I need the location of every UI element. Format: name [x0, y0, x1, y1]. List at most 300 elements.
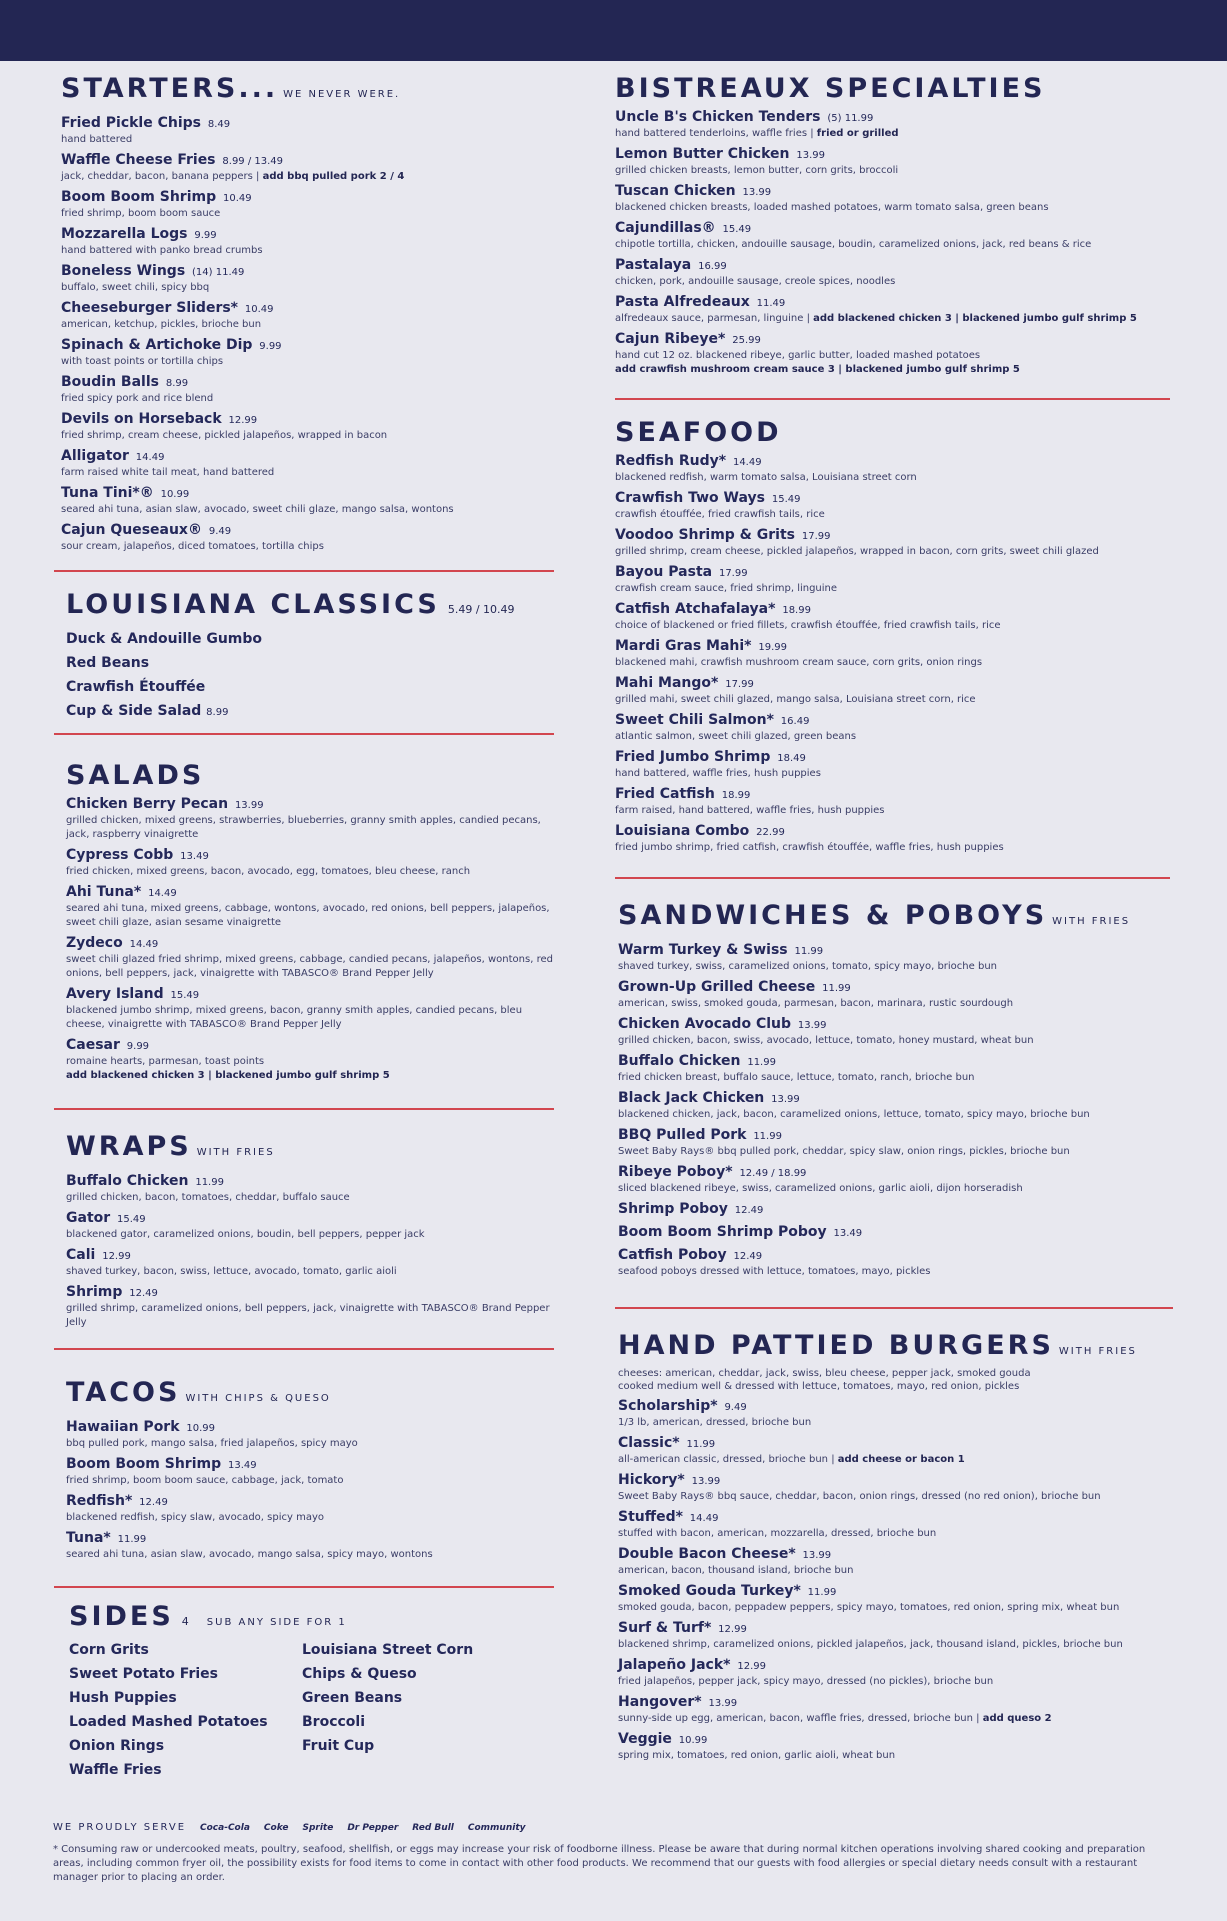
section-heading: HAND PATTIED BURGERS — [618, 1330, 1054, 1361]
menu-item — [618, 1546, 1175, 1578]
item-price: 11.99 — [807, 1587, 837, 1598]
item-desc-text: hand cut 12 oz. blackened ribeye, garlic butter, loaded mashed potatoes — [615, 350, 981, 361]
menu-item — [66, 1419, 561, 1451]
item-price: 10.99 — [186, 1423, 216, 1434]
item-desc-text: choice of blackened or fried fillets, crawfish étouffée, fried crawfish tails, rice — [615, 620, 1001, 631]
item-price: 13.49 — [227, 1460, 257, 1471]
item-description — [66, 902, 561, 930]
item-name-line — [66, 1493, 561, 1511]
menu-item — [615, 257, 1175, 289]
item-price: 13.99 — [802, 1550, 832, 1561]
tacos-list — [66, 1419, 561, 1562]
item-price: 18.99 — [721, 790, 751, 801]
item-name-line — [61, 522, 561, 540]
item-desc-text: smoked gouda, bacon, peppadew peppers, spicy mayo, tomatoes, red onion, spring mix, wheat bun — [618, 1602, 1120, 1613]
item-price: 14.49 — [732, 457, 762, 468]
item-description — [618, 1071, 1175, 1085]
menu-item — [618, 1472, 1175, 1504]
item-price: 15.49 — [117, 1214, 146, 1225]
item-add-on: add cheese or bacon 1 — [837, 1454, 965, 1465]
item-name-line — [615, 146, 1175, 164]
item-price: 14.49 — [689, 1513, 719, 1524]
louisiana-title — [66, 590, 561, 625]
item-desc-text: 1/3 lb, american, dressed, brioche bun — [618, 1417, 812, 1428]
item-name-line — [618, 979, 1175, 997]
item-description — [615, 545, 1175, 559]
burgers-cheeses: cheeses: american, cheddar, jack, swiss, bleu cheese, pepper jack, smoked gouda — [618, 1368, 1031, 1379]
item-description — [61, 133, 561, 147]
item-name: Grown-Up Grilled Cheese — [618, 979, 816, 995]
item-name-line — [618, 1090, 1175, 1108]
side-item: Waffle Fries — [69, 1762, 162, 1778]
item-name: Ahi Tuna* — [66, 884, 142, 900]
item-description — [66, 1055, 561, 1069]
item-name: Alligator — [61, 448, 129, 464]
item-description — [618, 1265, 1175, 1279]
item-name-line — [615, 749, 1175, 767]
menu-item — [615, 675, 1175, 707]
item-price: 11.99 — [195, 1177, 224, 1188]
sides-column-1 — [69, 1638, 302, 1782]
item-name: Cajun Ribeye* — [615, 331, 726, 347]
item-name-line — [618, 1435, 1175, 1453]
item-name: Devils on Horseback — [61, 411, 222, 427]
item-desc-text: Sweet Baby Rays® bbq sauce, cheddar, bacon, onion rings, dressed (no red onion), brioche bun — [618, 1491, 1101, 1502]
menu-item — [66, 1210, 561, 1242]
item-price: (14) 11.49 — [192, 267, 245, 278]
item-name-line — [61, 374, 561, 392]
item-name-line — [66, 1419, 561, 1437]
section-heading: SIDES — [69, 1601, 174, 1632]
menu-item — [615, 564, 1175, 596]
section-heading: SEAFOOD — [615, 417, 782, 448]
item-name: Cajun Queseaux® — [61, 522, 202, 538]
bistreaux-list — [615, 109, 1175, 363]
item-name: Jalapeño Jack* — [618, 1657, 731, 1673]
menu-item — [618, 1435, 1175, 1467]
item-description — [61, 170, 561, 184]
menu-item — [615, 109, 1175, 141]
menu-item — [615, 638, 1175, 670]
item-description — [618, 1675, 1175, 1689]
section-divider — [615, 877, 1170, 879]
item-name-line — [618, 1620, 1175, 1638]
item-price: 10.49 — [244, 304, 274, 315]
item-desc-text: stuffed with bacon, american, mozzarella, dressed, brioche bun — [618, 1528, 937, 1539]
item-desc-text: blackened redfish, spicy slaw, avocado, spicy mayo — [66, 1512, 324, 1523]
menu-item — [66, 847, 561, 879]
item-description — [618, 1453, 1175, 1467]
menu-item — [615, 220, 1175, 252]
wraps-title — [66, 1132, 561, 1168]
item-price: 12.99 — [102, 1251, 131, 1262]
item-description — [61, 318, 561, 332]
menu-item — [61, 263, 561, 295]
menu-item — [66, 1530, 561, 1562]
item-price: 13.99 — [691, 1476, 721, 1487]
item-description — [66, 1511, 561, 1525]
menu-item — [615, 527, 1175, 559]
item-price: 12.99 — [228, 415, 258, 426]
item-name: Gator — [66, 1210, 111, 1226]
item-name-line — [618, 1583, 1175, 1601]
section-heading: TACOS — [66, 1377, 181, 1408]
item-name-line — [618, 1053, 1175, 1071]
item-desc-text: sliced blackened ribeye, swiss, caramelized onions, garlic aioli, dijon horseradish — [618, 1183, 1023, 1194]
section-divider — [54, 733, 554, 735]
section-subtitle: WE NEVER WERE. — [283, 89, 401, 100]
section-heading: WRAPS — [66, 1131, 192, 1162]
section-divider — [615, 1307, 1173, 1309]
item-description — [61, 503, 561, 517]
menu-item — [618, 1731, 1175, 1763]
item-desc-text: romaine hearts, parmesan, toast points — [66, 1056, 265, 1067]
item-description — [615, 508, 1175, 522]
item-name-line — [61, 448, 561, 466]
menu-item — [618, 1657, 1175, 1689]
item-name: Uncle B's Chicken Tenders — [615, 109, 821, 125]
item-name-line — [66, 986, 561, 1004]
item-desc-text: blackened redfish, warm tomato salsa, Louisiana street corn — [615, 472, 917, 483]
menu-item — [615, 712, 1175, 744]
salads-title — [66, 761, 561, 791]
item-desc-text: buffalo, sweet chili, spicy bbq — [61, 282, 210, 293]
item-description — [66, 1004, 561, 1032]
item-description — [615, 238, 1175, 252]
item-desc-text: bbq pulled pork, mango salsa, fried jalapeños, spicy mayo — [66, 1438, 358, 1449]
item-desc-text: seared ahi tuna, mixed greens, cabbage, wontons, avocado, red onions, bell peppers, jalapeños, sweet chili glaze, asian sesame vinaigrette — [66, 903, 550, 928]
side-item: Green Beans — [302, 1690, 403, 1706]
item-name-line — [66, 935, 561, 953]
item-desc-text: fried shrimp, cream cheese, pickled jalapeños, wrapped in bacon — [61, 430, 388, 441]
item-description — [66, 814, 561, 842]
item-name-line — [61, 115, 561, 133]
item-price: 16.49 — [780, 716, 810, 727]
side-item: Hush Puppies — [69, 1690, 177, 1706]
section-divider — [54, 1586, 554, 1588]
item-description — [618, 1712, 1175, 1726]
section-subtitle: WITH FRIES — [1052, 916, 1131, 927]
item-price: 11.99 — [794, 946, 824, 957]
item-name-line — [618, 1731, 1175, 1749]
menu-item — [61, 411, 561, 443]
item-desc-text: grilled shrimp, cream cheese, pickled jalapeños, wrapped in bacon, corn grits, sweet chili glazed — [615, 546, 1099, 557]
item-name-line — [66, 1210, 561, 1228]
item-add-on: add blackened chicken 3 | blackened jumbo gulf shrimp 5 — [813, 313, 1137, 324]
item-price: 11.99 — [753, 1131, 782, 1142]
item-name: Spinach & Artichoke Dip — [61, 337, 253, 353]
section-heading: SANDWICHES & POBOYS — [618, 900, 1048, 931]
sandwiches-title — [618, 901, 1175, 937]
menu-item — [61, 522, 561, 554]
menu-item — [615, 749, 1175, 781]
item-description — [615, 693, 1175, 707]
menu-item — [61, 226, 561, 258]
menu-item — [61, 374, 561, 406]
section-heading: STARTERS... — [61, 73, 279, 104]
item-price: 9.49 — [724, 1402, 747, 1413]
item-description — [61, 355, 561, 369]
item-desc-text: blackened mahi, crawfish mushroom cream sauce, corn grits, onion rings — [615, 657, 983, 668]
item-price: 12.49 — [733, 1251, 763, 1262]
item-desc-text: seared ahi tuna, asian slaw, avocado, mango salsa, spicy mayo, wontons — [66, 1549, 433, 1560]
item-description — [618, 1108, 1175, 1122]
menu-item — [66, 1284, 561, 1330]
section-divider — [54, 1108, 554, 1110]
item-name: Boudin Balls — [61, 374, 159, 390]
menu-item — [618, 1583, 1175, 1615]
item-name-line — [618, 1201, 1175, 1219]
item-price: 11.99 — [822, 983, 851, 994]
menu-item — [618, 1053, 1175, 1085]
item-price: 17.99 — [801, 531, 831, 542]
item-price: 10.49 — [222, 193, 252, 204]
section-heading: LOUISIANA CLASSICS — [66, 589, 440, 620]
item-description — [66, 1265, 561, 1279]
item-description — [615, 471, 1175, 485]
item-description — [618, 1182, 1175, 1196]
footer — [53, 1822, 1173, 1885]
item-description — [618, 960, 1175, 974]
item-price: 15.49 — [170, 990, 200, 1001]
proudly-serve-row — [53, 1822, 1173, 1833]
item-name-line — [618, 1247, 1175, 1265]
item-name-line — [615, 823, 1175, 841]
item-name-line — [618, 1546, 1175, 1564]
item-name: Buffalo Chicken — [66, 1173, 189, 1189]
section-heading: SALADS — [66, 760, 205, 791]
menu-item — [66, 651, 561, 675]
item-description — [61, 281, 561, 295]
item-name: Boneless Wings — [61, 263, 186, 279]
item-price: 11.99 — [747, 1057, 776, 1068]
item-desc-text: atlantic salmon, sweet chili glazed, green beans — [615, 731, 857, 742]
item-name-line — [618, 1127, 1175, 1145]
item-name-line — [615, 712, 1175, 730]
item-name: Classic* — [618, 1435, 680, 1451]
item-desc-text: farm raised white tail meat, hand battered — [61, 467, 275, 478]
item-name-line — [61, 337, 561, 355]
section-price: 5.49 / 10.49 — [447, 603, 515, 616]
item-name: Smoked Gouda Turkey* — [618, 1583, 801, 1599]
item-price: 25.99 — [732, 335, 761, 346]
item-price: 9.49 — [208, 526, 232, 537]
item-name: Voodoo Shrimp & Grits — [615, 527, 795, 543]
item-description — [615, 730, 1175, 744]
item-name: Chicken Berry Pecan — [66, 796, 229, 812]
tacos-title — [66, 1378, 561, 1414]
item-name-line — [615, 638, 1175, 656]
item-price: 8.99 / 13.49 — [222, 156, 284, 167]
item-name: Duck & Andouille Gumbo — [66, 631, 263, 647]
menu-item — [66, 1456, 561, 1488]
item-name-line — [61, 263, 561, 281]
item-description — [66, 1191, 561, 1205]
section-subtitle: WITH CHIPS & QUESO — [185, 1393, 331, 1404]
side-item: Corn Grits — [69, 1642, 149, 1658]
starters-list — [61, 115, 561, 554]
side-item: Chips & Queso — [302, 1666, 417, 1682]
item-price: 12.49 — [734, 1205, 764, 1216]
menu-item — [615, 490, 1175, 522]
item-price: 10.99 — [160, 489, 190, 500]
item-name: Hangover* — [618, 1694, 702, 1710]
item-price: 17.99 — [725, 679, 754, 690]
item-name: Caesar — [66, 1037, 120, 1053]
item-desc-text: grilled chicken, bacon, swiss, avocado, lettuce, tomato, honey mustard, wheat bun — [618, 1035, 1034, 1046]
item-name: Redfish* — [66, 1493, 133, 1509]
item-name-line — [615, 331, 1175, 349]
item-desc-text: grilled mahi, sweet chili glazed, mango salsa, Louisiana street corn, rice — [615, 694, 976, 705]
menu-item — [61, 448, 561, 480]
item-name: Scholarship* — [618, 1398, 718, 1414]
item-price: 11.99 — [117, 1534, 147, 1545]
item-description — [615, 582, 1175, 596]
item-name: Louisiana Combo — [615, 823, 750, 839]
item-name: Sweet Chili Salmon* — [615, 712, 774, 728]
menu-item — [618, 1509, 1175, 1541]
item-description — [615, 201, 1175, 215]
menu-item — [61, 189, 561, 221]
item-desc-text: american, bacon, thousand island, brioche bun — [618, 1565, 854, 1576]
item-price: 15.49 — [722, 224, 752, 235]
brand-logo: Sprite — [302, 1822, 334, 1833]
item-name-line — [615, 786, 1175, 804]
item-description — [615, 127, 1175, 141]
item-price: 13.99 — [797, 1020, 827, 1031]
item-description — [66, 1437, 561, 1451]
menu-item — [66, 1493, 561, 1525]
menu-item — [61, 300, 561, 332]
item-description — [615, 619, 1175, 633]
item-desc-text: hand battered with panko bread crumbs — [61, 245, 263, 256]
menu-item — [61, 152, 561, 184]
menu-item — [618, 1127, 1175, 1159]
item-price: 18.99 — [782, 605, 811, 616]
item-name-line — [66, 1284, 561, 1302]
item-price: 12.99 — [737, 1661, 766, 1672]
item-desc-text: chicken, pork, andouille sausage, creole spices, noodles — [615, 276, 896, 287]
menu-item — [615, 601, 1175, 633]
item-description — [618, 1638, 1175, 1652]
burgers-dressing: cooked medium well & dressed with lettuce, tomatoes, mayo, red onion, pickles — [618, 1381, 1020, 1392]
item-description — [618, 1601, 1175, 1615]
item-name: Warm Turkey & Swiss — [618, 942, 788, 958]
item-add-on: add bbq pulled pork 2 / 4 — [262, 171, 405, 182]
brand-logos — [186, 1823, 525, 1833]
item-price: 13.49 — [180, 851, 209, 862]
item-name-line — [61, 411, 561, 429]
item-name: Surf & Turf* — [618, 1620, 712, 1636]
item-name-line — [618, 1472, 1175, 1490]
brand-logo: Dr Pepper — [347, 1822, 399, 1833]
menu-item — [66, 699, 561, 725]
item-price: (5) 11.99 — [827, 113, 874, 124]
burgers-list — [618, 1398, 1175, 1763]
item-desc-text: shaved turkey, bacon, swiss, lettuce, avocado, tomato, garlic aioli — [66, 1266, 397, 1277]
item-price: 8.99 — [165, 378, 189, 389]
item-name-line — [61, 189, 561, 207]
item-description — [615, 275, 1175, 289]
item-desc-text: american, ketchup, pickles, brioche bun — [61, 319, 262, 330]
item-description — [618, 1749, 1175, 1763]
item-name: Tuna Tini*® — [61, 485, 154, 501]
item-name-line — [66, 884, 561, 902]
sandwiches-list — [618, 942, 1175, 1279]
item-name: Boom Boom Shrimp — [61, 189, 217, 205]
item-price: 9.99 — [126, 1041, 150, 1052]
item-desc-text: grilled chicken, mixed greens, strawberries, blueberries, granny smith apples, candied pecans, jack, raspberry vinaigrette — [66, 815, 541, 840]
item-name: Fried Jumbo Shrimp — [615, 749, 771, 765]
item-name: Hawaiian Pork — [66, 1419, 180, 1435]
item-name-line — [618, 1657, 1175, 1675]
item-desc-text: all-american classic, dressed, brioche bun | — [618, 1454, 835, 1465]
item-desc-text: alfredeaux sauce, parmesan, linguine | — [615, 313, 810, 324]
item-description — [618, 1527, 1175, 1541]
side-item: Broccoli — [302, 1714, 366, 1730]
wraps-list — [66, 1173, 561, 1330]
item-price: 16.99 — [698, 261, 727, 272]
item-name-line — [615, 564, 1175, 582]
item-desc-text: Sweet Baby Rays® bbq pulled pork, cheddar, spicy slaw, onion rings, pickles, brioche bun — [618, 1146, 1070, 1157]
item-description — [66, 1228, 561, 1242]
item-name: Fried Pickle Chips — [61, 115, 201, 131]
item-name: Fried Catfish — [615, 786, 715, 802]
item-desc-text: crawfish cream sauce, fried shrimp, linguine — [615, 583, 838, 594]
item-desc-text: blackened chicken, jack, bacon, caramelized onions, lettuce, tomato, spicy mayo, brioche bun — [618, 1109, 1090, 1120]
item-desc-text: chipotle tortilla, chicken, andouille sausage, boudin, caramelized onions, jack, red beans & rice — [615, 239, 1092, 250]
menu-item — [618, 979, 1175, 1011]
menu-item — [66, 884, 561, 930]
menu-item — [61, 485, 561, 517]
item-name-line — [615, 601, 1175, 619]
item-name-line — [618, 1509, 1175, 1527]
item-price: 8.49 — [207, 119, 231, 130]
item-name-line — [61, 152, 561, 170]
item-description — [618, 1490, 1175, 1504]
item-desc-text: seafood poboys dressed with lettuce, tomatoes, mayo, pickles — [618, 1266, 931, 1277]
item-price: 17.99 — [718, 568, 748, 579]
item-desc-text: shaved turkey, swiss, caramelized onions, tomato, spicy mayo, brioche bun — [618, 961, 997, 972]
item-name-line — [66, 1037, 561, 1055]
item-name: Crawfish Étouffée — [66, 679, 206, 695]
item-name-line — [615, 220, 1175, 238]
item-name: Mozzarella Logs — [61, 226, 188, 242]
item-name: Mardi Gras Mahi* — [615, 638, 752, 654]
menu-item — [66, 675, 561, 699]
right-column — [615, 74, 1175, 1763]
item-description — [66, 1302, 561, 1330]
item-desc-text: blackened chicken breasts, loaded mashed potatoes, warm tomato salsa, green beans — [615, 202, 1049, 213]
item-name: Pasta Alfredeaux — [615, 294, 750, 310]
item-price: 14.49 — [129, 939, 159, 950]
item-name: Cajundillas® — [615, 220, 716, 236]
item-description — [618, 1034, 1175, 1048]
item-name-line — [618, 1694, 1175, 1712]
section-divider — [54, 1348, 554, 1350]
menu-item — [618, 1247, 1175, 1279]
item-desc-text: fried shrimp, boom boom sauce, cabbage, jack, tomato — [66, 1475, 344, 1486]
item-name-line — [615, 527, 1175, 545]
item-price: 13.99 — [796, 150, 826, 161]
menu-item — [615, 786, 1175, 818]
item-name-line — [615, 257, 1175, 275]
item-price: 11.49 — [756, 298, 786, 309]
item-price: 22.99 — [756, 827, 785, 838]
item-name-line — [615, 453, 1175, 471]
item-desc-text: blackened shrimp, caramelized onions, pickled jalapeños, jack, thousand island, pickles, brioche bun — [618, 1639, 1123, 1650]
item-name: Lemon Butter Chicken — [615, 146, 790, 162]
